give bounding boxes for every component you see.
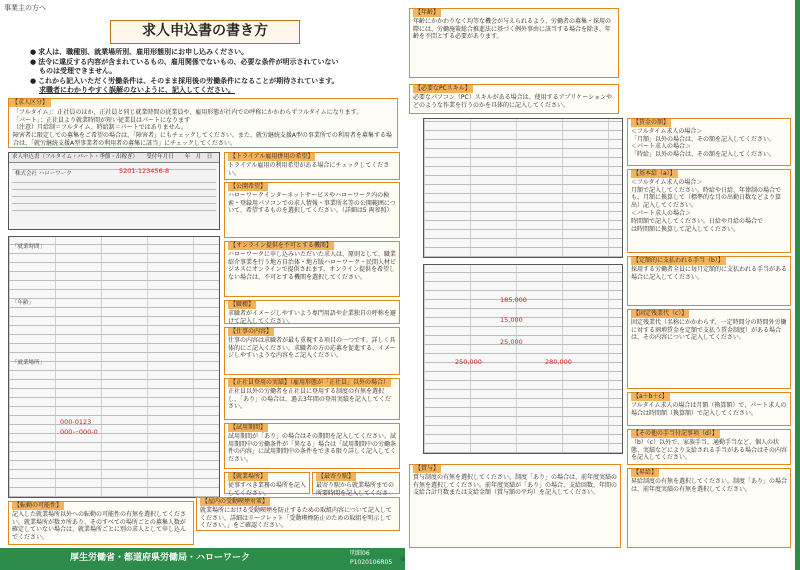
note-shoyo: 【賞与】 賞与制度の有無を選択してください。制度「あり」の場合は、前年度実績の有無を選択してください。前年度実績が「あり」の場合、支給回数、年間の支給合計月数または支給金額（賞与額の平均）を記入してください。: [409, 464, 621, 548]
application-form-top: 求人申込書（フルタイム・パート・季節・出稼ぎ） 受付年月日 年 月 日 株式会社 ハローワーク 5201-123456-8: [8, 152, 220, 230]
note-shokushu: 【職種】 求職者がイメージしやすいよう専門用語や企業独自の呼称を避けて記入してください。: [224, 300, 400, 324]
right-page: 【年齢】 年齢にかかわりなく均等な機会が与えられるよう、労働者の募集・採用の際には、労働施策総合推進法に基づく例外事由に該当する場合を除き、年齢を不問とする必要があります。 【必要なPCスキル】 必要なパソコン（PC）スキルがある場合は、使用するアプリケーションやどのような作業を行うのかを具体的に記入してください。 185,000 15,000 25,000 250,000 280,000 【賃金の額】 ＜フルタイム求人の場合＞ 「月額」以外の場合は、その額を記入してください。 ＜パート求人の場合＞ 「時給」以外の場合は、その額を記入してください。 【基本給（a）】 ＜フルタイム求人の場合＞ 月額で記入してください。時給や日給、年俸制の場合でも、月額に換算して（標準的な月の出勤日数などより算出）記入してください。 ＜パート求人の場合＞ 時間額で記入してください。日給や月給の場合で は時間額に換算して記入してください。 【定額的に支払われる手当（b）】 採用する労働者全員に毎月定額的に支払われる手当がある場合に記入してください。 【固定残業代（c）】 固定残業代（名称にかかわらず、一定時間分の時間外労働に対する割増賃金を定額で支払う賃金制度）がある場合は、その内容について記入してください。 【a＋b＋c】 フルタイム求人の場合は月額（換算額）で、パート求人の場合は時間額（換算額）で記入してください。 【その他の手当付記事項（d）】 （b）（c）以外で、家族手当、通勤手当など、個人の状態、実績などにより支給される手当がある場合はその内容を記入してください。 【賞与】 賞与制度の有無を選択してください。制度「あり」の場合は、前年度実績の有無を選択してください。前年度実績が「あり」の場合、支給回数、年間の支給合計月数または支給金額（賞与額の平均）を記入してください。 【昇給】 昇給制度の有無を選択してください。制度「あり」の場合は、前年度実績の有無を選択してください。: [405, 0, 800, 570]
left-page: 事業主の方へ 求人申込書の書き方 ● 求人は、職種別、就業場所別、雇用形態別にお申し込みください。 ● 法令に違反する内容が含まれているもの、雇用関係でないもの、必要な条件が明示されていない ものは受理できません。 ● これから記入いただく労働条件は、そのまま採用後の労働条件になることが期待されています。 求職者にわかりやすく誤解のないように、記入してください。 【求人区分】 「フルタイム」：正社員のほか、正社員と同じ就業時間の従業員や、雇用形態が社内での呼称にかかわらずフルタイムになります。 「パート」：正社員より就業時間が短い従業員はパートになります （注意）月給制＝フルタイム、時給制＝パートではありません。 障害者に限定しての募集をご希望の場合は、「障害者」にもチェックしてください。また、就労継続支援A型の事業所での利用者を募集する場合は、「就労継続支援A型事業者の利用者の募集に該当」にチェックしてください。 求人申込書（フルタイム・パート・季節・出稼ぎ） 受付年月日 年 月 日 株式会社 ハローワーク 5201-123456-8 「就業時間」 「年齢」 「就業場所」 000-0123 000ー000-0 【トライアル雇用併用の希望】 トライアル雇用の利用希望がある場合にチェックしてください。 【公開希望】 ハローワークインターネットサービスやハローワーク内の検索・登録用パソコンでの求人情報・事業所名等の公開範囲について、希望するものを選択してください。（詳細は5 両参照） 【オンライン提供を不可とする機関】 ハローワークに申し込みいただいた求人は、原則として、職業紹介事業を行う地方自治体・地方版ハローワーク・民間人材ビジネスにオンラインで提供されます。オンライン提供を希望しない場合は、不可とする機関を選択してください。 【職種】 求職者がイメージしやすいよう専門用語や企業独自の呼称を避けて記入してください。 【仕事の内容】 仕事の内容は求職者が最も重視する項目の一つです。詳しく具体的にご記入ください。求職者の方の応募を促進する、イメージしやすいような内容をご記入ください。 【正社員登用の実績】（雇用形態が「正社員」以外の場合） 正社員以外の労働者を正社員に登用する制度の有無を選択し、「あり」の場合は、過去3年間の登用実績を記入してください。 【試用期間】 試用期間が「あり」の場合はその期間を記入してください。試用期間中の労働条件が「異なる」場合は「試用期間中の労働条件の内容」に試用期間中の条件をできる限り詳しく記入してください。 【就業場所】 従事すべき業務の場所を記入してください。 【最寄り駅】 最寄り駅から就業場所までの所要時間を記入してくださ 【屋内の受動喫煙対策】 就業場所における受動喫煙を防止するための取組内容について記入してください。詳細はリーフレット「受動喫煙防止のための取組を明示してください。」をご確認ください。 【転勤の可能性】 記入した就業場所以外への転勤の可能性の有無を選択してください。就業場所が数カ所あり、そのすべての場所ごとの募集人数が確定していない場合は、就業場所ごとに別の求人として申し込んでください。 厚生労働省・都道府県労働局・ハローワーク 明細06 P1020106R05: [0, 0, 405, 570]
page-title: 求人申込書の書き方: [110, 20, 300, 44]
footer-organization: 厚生労働省・都道府県労働局・ハローワーク: [70, 553, 251, 564]
note-shiyou: 【試用期間】 試用期間が「あり」の場合はその期間を記入してください。試用期間中の労働条件が「異なる」場合は「試用期間中の労働条件の内容」に試用期間中の条件をできる限り詳しく記入してください。: [224, 423, 400, 469]
note-trial: 【トライアル雇用併用の希望】 トライアル雇用の利用希望がある場合にチェックしてください。: [224, 152, 400, 180]
application-form-right-bottom: [423, 264, 623, 454]
note-tenkin: 【転勤の可能性】 記入した就業場所以外への転勤の可能性の有無を選択してください。就業場所が数カ所あり、そのすべての場所ごとの募集人数が確定していない場合は、就業場所ごとに別の求人として申し込んでください。: [8, 501, 194, 545]
note-nenrei: 【年齢】 年齢にかかわりなく均等な機会が与えられるよう、労働者の募集・採用の際には、労働施策総合推進法に基づく例外事由に該当する場合を除き、年齢を不問とする必要があります。: [409, 8, 619, 78]
bullet-item: ● 法令に違反する内容が含まれているもの、雇用関係でないもの、必要な条件が明示されていない ものは受理できません。: [30, 58, 400, 76]
note-shokyu: 【昇給】 昇給制度の有無を選択してください。制度「あり」の場合は、前年度実績の有無を選択してください。: [627, 468, 791, 548]
note-online: 【オンライン提供を不可とする機関】 ハローワークに申し込みいただいた求人は、原則として、職業紹介事業を行う地方自治体・地方版ハローワーク・民間人材ビジネスにオンラインで提供されます。オンライン提供を希望しない場合は、不可とする機関を選択してください。: [224, 241, 400, 297]
note-juudou: 【屋内の受動喫煙対策】 就業場所における受動喫煙を防止するための取組内容について記入してください。詳細はリーフレット「受動喫煙防止のための取組を明示してください。」をご確認ください。: [196, 497, 400, 531]
note-shugyo: 【就業場所】 従事すべき業務の場所を記入してください。: [224, 472, 310, 494]
note-koukai: 【公開希望】 ハローワークインターネットサービスやハローワーク内の検索・登録用パソコンでの求人情報・事業所名等の公開範囲について、希望するものを選択してください。（詳細は5 両参照）: [224, 182, 400, 238]
note-sonota: 【その他の手当付記事項（d）】 （b）（c）以外で、家族手当、通勤手当など、個人の状態、実績などにより支給される手当がある場合はその内容を記入してください。: [627, 429, 791, 465]
intro-bullets: [30, 48, 400, 96]
footer-code-top: 明細06: [350, 550, 370, 558]
footer-code: P1020106R05: [350, 559, 393, 567]
kyujin-kubun-box: 【求人区分】 「フルタイム」：正社員のほか、正社員と同じ就業時間の従業員や、雇用形態が社内での呼称にかかわらずフルタイムになります。 「パート」：正社員より就業時間が短い従業員はパートになります （注意）月給制＝フルタイム、時給制＝パートではありません。 障害者に限定しての募集をご希望の場合は、「障害者」にもチェックしてください。また、就労継続支援A型の事業所での利用者を募集する場合は、「就労継続支援A型事業者の利用者の募集に該当」にチェックしてください。: [8, 98, 398, 148]
application-form-right-top: [423, 118, 623, 258]
bullet-item: ● これから記入いただく労働条件は、そのまま採用後の労働条件になることが期待されています。 求職者にわかりやすく誤解のないように、記入してください。: [30, 77, 400, 95]
note-pc: 【必要なPCスキル】 必要なパソコン（PC）スキルがある場合は、使用するアプリケーションやどのような作業を行うのかを具体的に記入してください。: [409, 84, 619, 114]
note-kihon: 【基本給（a）】 ＜フルタイム求人の場合＞ 月額で記入してください。時給や日給、年俸制の場合でも、月額に換算して（標準的な月の出勤日数などより算出）記入してください。 ＜パート求人の場合＞ 時間額で記入してください。日給や月給の場合で は時間額に換算して記入してください。: [627, 169, 791, 253]
green-side-bar: [795, 0, 800, 570]
note-mokuji: 【最寄り駅】 最寄り駅から就業場所までの所要時間を記入してくださ: [312, 472, 400, 494]
bullet-item: ● 求人は、職種別、就業場所別、雇用形態別にお申し込みください。: [30, 48, 400, 57]
note-kotei: 【固定残業代（c）】 固定残業代（名称にかかわらず、一定時間分の時間外労働に対する割増賃金を定額で支払う賃金制度）がある場合は、その内容について記入してください。: [627, 309, 791, 389]
page-number: ②: [400, 556, 406, 564]
note-abc: 【a＋b＋c】 フルタイム求人の場合は月額（換算額）で、パート求人の場合は時間額（換算額）で記入してください。: [627, 392, 791, 426]
note-seishain: 【正社員登用の実績】（雇用形態が「正社員」以外の場合） 正社員以外の労働者を正社員に登用する制度の有無を選択し、「あり」の場合は、過去3年間の登用実績を記入してください。: [224, 378, 400, 420]
note-teigaku: 【定額的に支払われる手当（b）】 採用する労働者全員に毎月定額的に支払われる手当がある場合に記入してください。: [627, 256, 791, 306]
corner-label: 事業主の方へ: [4, 4, 46, 12]
note-shikin: 【賃金の額】 ＜フルタイム求人の場合＞ 「月額」以外の場合は、その額を記入してください。 ＜パート求人の場合＞ 「時給」以外の場合は、その額を記入してください。: [627, 118, 791, 166]
note-shigoto: 【仕事の内容】 仕事の内容は求職者が最も重視する項目の一つです。詳しく具体的にご記入ください。求職者の方の応募を促進する、イメージしやすいような内容をご記入ください。: [224, 327, 400, 375]
